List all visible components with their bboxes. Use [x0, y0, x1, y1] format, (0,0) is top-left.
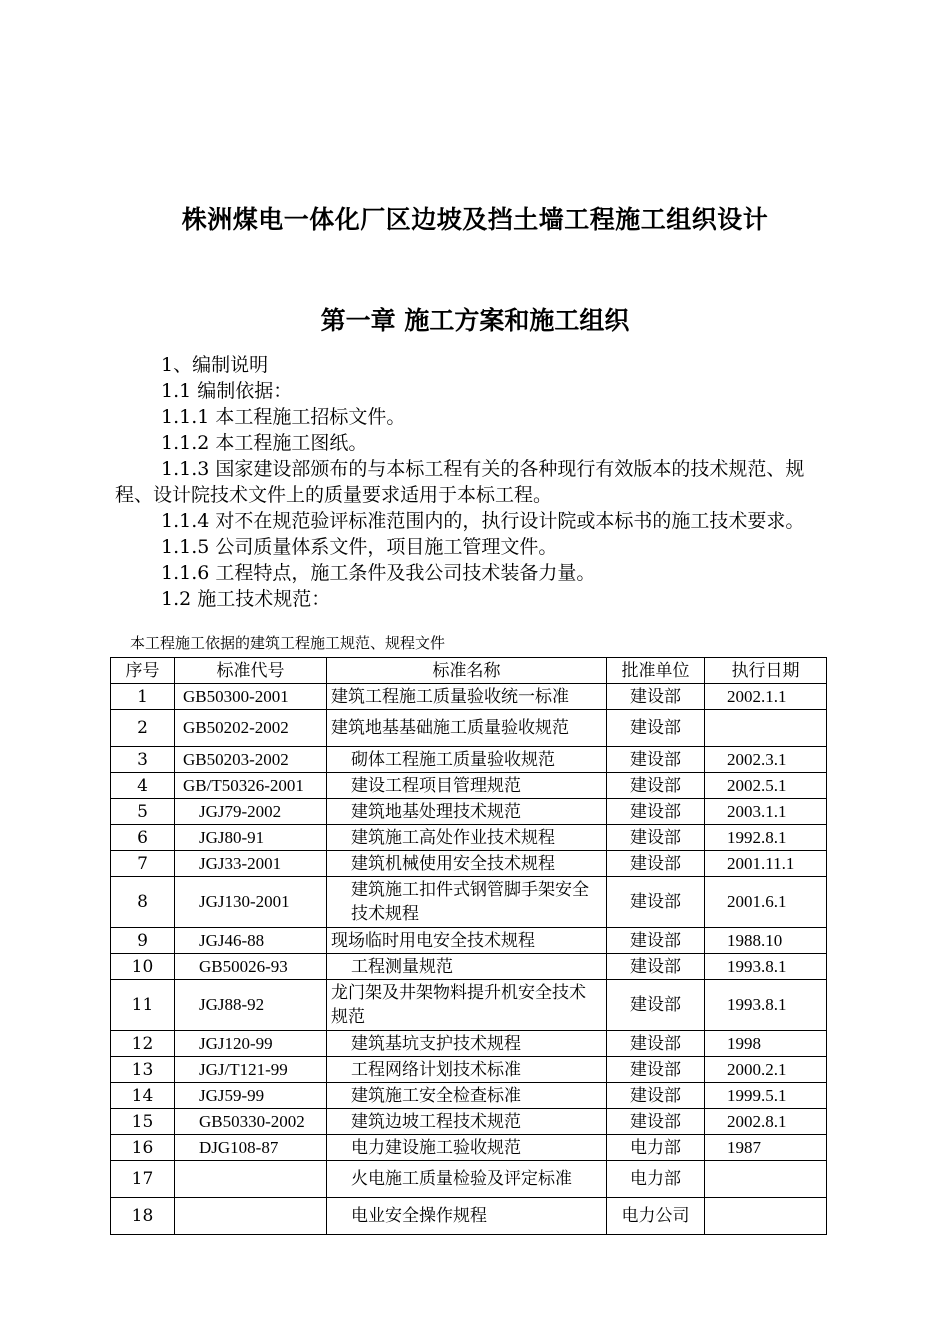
- cell-name: 电力建设施工验收规范: [327, 1135, 607, 1161]
- cell-no: 13: [111, 1057, 175, 1083]
- table-body: [111, 684, 827, 1235]
- cell-date: 1993.8.1: [705, 980, 827, 1031]
- cell-org: 建设部: [607, 1057, 705, 1083]
- cell-name: 建筑地基基础施工质量验收规范: [327, 710, 607, 747]
- paragraph: 1.1.5 公司质量体系文件，项目施工管理文件。: [161, 536, 558, 558]
- paragraph: 1.1.6 工程特点，施工条件及我公司技术装备力量。: [161, 562, 596, 584]
- cell-org: 建设部: [607, 684, 705, 710]
- cell-no: 1: [111, 684, 175, 710]
- cell-date: 1987: [705, 1135, 827, 1161]
- cell-org: 建设部: [607, 980, 705, 1031]
- cell-name: 建筑基坑支护技术规程: [327, 1031, 607, 1057]
- cell-org: 电力部: [607, 1135, 705, 1161]
- paragraph: 1.1.2 本工程施工图纸。: [161, 432, 368, 454]
- table-row: [111, 1057, 827, 1083]
- cell-date: 1988.10: [705, 928, 827, 954]
- table-row: [111, 773, 827, 799]
- subsection-heading: 1.2 施工技术规范：: [161, 588, 331, 610]
- table-row: [111, 877, 827, 928]
- table-row: [111, 825, 827, 851]
- cell-name: 建筑施工高处作业技术规程: [327, 825, 607, 851]
- cell-code: [175, 1198, 327, 1235]
- paragraph: 1.1.4 对不在规范验评标准范围内的，执行设计院或本标书的施工技术要求。: [161, 510, 805, 532]
- cell-no: 18: [111, 1198, 175, 1235]
- cell-no: 4: [111, 773, 175, 799]
- table-row: [111, 1109, 827, 1135]
- cell-date: 2003.1.1: [705, 799, 827, 825]
- cell-code: GB50202-2002: [175, 710, 327, 747]
- cell-name: 建筑工程施工质量验收统一标准: [327, 684, 607, 710]
- cell-org: 建设部: [607, 877, 705, 928]
- cell-date: 1993.8.1: [705, 954, 827, 980]
- cell-code: JGJ88-92: [175, 980, 327, 1031]
- table-header-row: [111, 658, 827, 684]
- table-row: [111, 799, 827, 825]
- cell-no: 12: [111, 1031, 175, 1057]
- cell-name: 建筑地基处理技术规范: [327, 799, 607, 825]
- cell-no: 14: [111, 1083, 175, 1109]
- cell-date: 2002.3.1: [705, 747, 827, 773]
- cell-name: 工程网络计划技术标准: [327, 1057, 607, 1083]
- cell-date: 2002.5.1: [705, 773, 827, 799]
- paragraph: 1.1.3 国家建设部颁布的与本标工程有关的各种现行有效版本的技术规范、规程、设计院技术文件上的质量要求适用于本标工程。: [115, 458, 805, 506]
- cell-name: 建筑施工扣件式钢管脚手架安全技术规程: [327, 877, 607, 928]
- cell-date: 2001.6.1: [705, 877, 827, 928]
- table-caption: 本工程施工依据的建筑工程施工规范、规程文件: [130, 634, 446, 652]
- cell-org: 建设部: [607, 1083, 705, 1109]
- cell-date: 2002.1.1: [705, 684, 827, 710]
- cell-org: 电力公司: [607, 1198, 705, 1235]
- cell-no: 7: [111, 851, 175, 877]
- cell-no: 17: [111, 1161, 175, 1198]
- cell-code: JGJ59-99: [175, 1083, 327, 1109]
- table-row: [111, 1198, 827, 1235]
- header-no: 序号: [111, 658, 175, 684]
- cell-no: 2: [111, 710, 175, 747]
- table-row: [111, 684, 827, 710]
- cell-org: 建设部: [607, 747, 705, 773]
- cell-name: 建筑施工安全检查标准: [327, 1083, 607, 1109]
- standards-table: [110, 657, 827, 1235]
- table-row: [111, 954, 827, 980]
- body-text: [115, 352, 827, 612]
- cell-date: 2001.11.1: [705, 851, 827, 877]
- cell-code: JGJ33-2001: [175, 851, 327, 877]
- header-org: 批准单位: [607, 658, 705, 684]
- table-row: [111, 1135, 827, 1161]
- header-code: 标准代号: [175, 658, 327, 684]
- cell-no: 10: [111, 954, 175, 980]
- cell-name: 砌体工程施工质量验收规范: [327, 747, 607, 773]
- cell-org: 建设部: [607, 954, 705, 980]
- cell-name: 现场临时用电安全技术规程: [327, 928, 607, 954]
- table-row: [111, 851, 827, 877]
- cell-code: JGJ46-88: [175, 928, 327, 954]
- cell-name: 电业安全操作规程: [327, 1198, 607, 1235]
- cell-code: DJG108-87: [175, 1135, 327, 1161]
- cell-no: 8: [111, 877, 175, 928]
- table-row: [111, 747, 827, 773]
- cell-date: 1992.8.1: [705, 825, 827, 851]
- cell-code: GB50026-93: [175, 954, 327, 980]
- cell-code: JGJ79-2002: [175, 799, 327, 825]
- cell-date: [705, 1198, 827, 1235]
- cell-no: 5: [111, 799, 175, 825]
- cell-name: 建筑边坡工程技术规范: [327, 1109, 607, 1135]
- header-date: 执行日期: [705, 658, 827, 684]
- document-title: 株洲煤电一体化厂区边坡及挡土墙工程施工组织设计: [181, 205, 769, 234]
- cell-no: 16: [111, 1135, 175, 1161]
- cell-code: JGJ130-2001: [175, 877, 327, 928]
- cell-code: JGJ80-91: [175, 825, 327, 851]
- cell-code: [175, 1161, 327, 1198]
- cell-date: 2002.8.1: [705, 1109, 827, 1135]
- cell-org: 建设部: [607, 799, 705, 825]
- cell-name: 建筑机械使用安全技术规程: [327, 851, 607, 877]
- cell-org: 建设部: [607, 825, 705, 851]
- chapter-title: 第一章 施工方案和施工组织: [320, 306, 630, 335]
- cell-code: JGJ120-99: [175, 1031, 327, 1057]
- table-row: [111, 928, 827, 954]
- subsection-heading: 1.1 编制依据：: [161, 380, 293, 402]
- cell-code: GB50300-2001: [175, 684, 327, 710]
- cell-no: 6: [111, 825, 175, 851]
- cell-code: GB/T50326-2001: [175, 773, 327, 799]
- cell-org: 建设部: [607, 928, 705, 954]
- cell-org: 建设部: [607, 710, 705, 747]
- cell-org: 建设部: [607, 1031, 705, 1057]
- cell-code: JGJ/T121-99: [175, 1057, 327, 1083]
- table-row: [111, 1161, 827, 1198]
- cell-date: 2000.2.1: [705, 1057, 827, 1083]
- cell-date: 1998: [705, 1031, 827, 1057]
- cell-no: 3: [111, 747, 175, 773]
- cell-date: [705, 1161, 827, 1198]
- cell-name: 火电施工质量检验及评定标准: [327, 1161, 607, 1198]
- cell-org: 电力部: [607, 1161, 705, 1198]
- cell-org: 建设部: [607, 773, 705, 799]
- section-heading: 1、编制说明: [161, 354, 269, 376]
- cell-no: 15: [111, 1109, 175, 1135]
- cell-no: 9: [111, 928, 175, 954]
- cell-org: 建设部: [607, 851, 705, 877]
- cell-name: 建设工程项目管理规范: [327, 773, 607, 799]
- cell-org: 建设部: [607, 1109, 705, 1135]
- header-name: 标准名称: [327, 658, 607, 684]
- cell-no: 11: [111, 980, 175, 1031]
- cell-code: GB50203-2002: [175, 747, 327, 773]
- table-row: [111, 1083, 827, 1109]
- cell-date: [705, 710, 827, 747]
- cell-name: 龙门架及井架物料提升机安全技术规范: [327, 980, 607, 1031]
- cell-name: 工程测量规范: [327, 954, 607, 980]
- cell-date: 1999.5.1: [705, 1083, 827, 1109]
- table-row: [111, 980, 827, 1031]
- paragraph: 1.1.1 本工程施工招标文件。: [161, 406, 406, 428]
- table-row: [111, 710, 827, 747]
- cell-code: GB50330-2002: [175, 1109, 327, 1135]
- table-row: [111, 1031, 827, 1057]
